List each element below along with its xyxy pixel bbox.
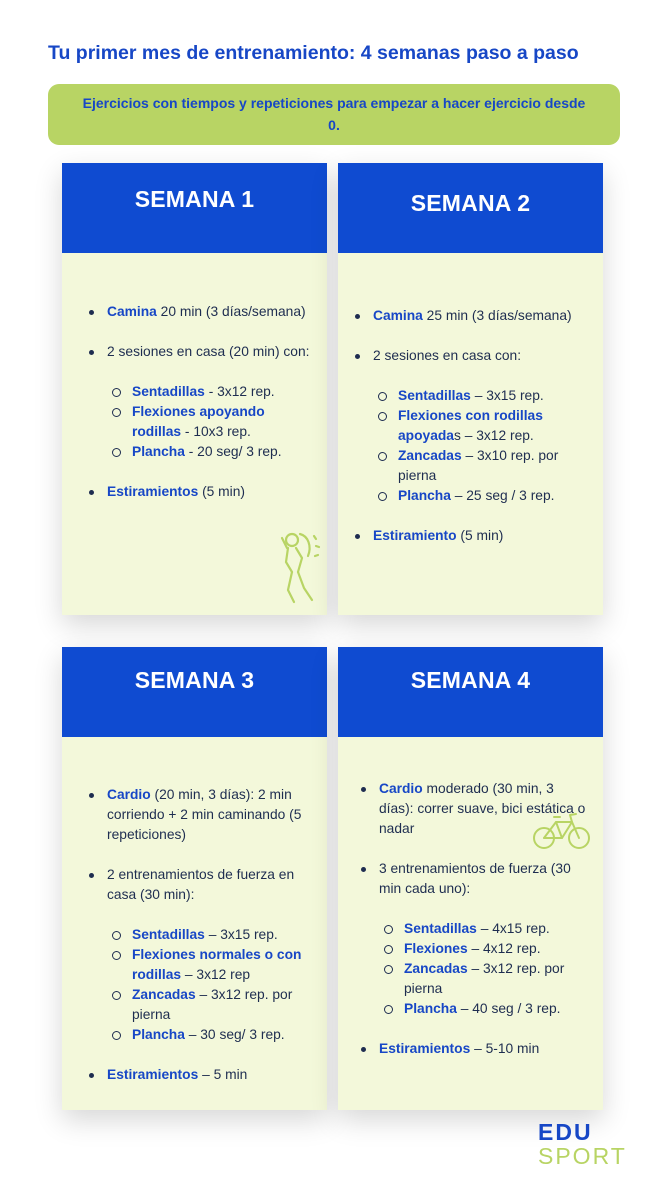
sub-list-item <box>373 406 589 446</box>
item-text: s – 3x12 rep. <box>453 428 534 443</box>
item-text: 25 min (3 días/semana) <box>422 308 572 323</box>
sub-list-item <box>107 402 313 442</box>
keyword: Flexiones normales o con rodillas <box>132 947 302 982</box>
keyword: Sentadillas <box>404 921 477 936</box>
sub-list-item <box>107 985 313 1025</box>
item-text: 2 sesiones en casa (20 min) con: <box>107 344 310 359</box>
week-card-body <box>62 253 327 502</box>
item-text: – 5-10 min <box>470 1041 540 1056</box>
item-text: 2 sesiones en casa con: <box>373 348 522 363</box>
item-text: – 3x10 rep. por pierna <box>398 448 559 483</box>
item-text: – 40 seg / 3 rep. <box>456 1001 561 1016</box>
logo-line-2: SPORT <box>538 1143 627 1169</box>
sub-list-item <box>373 446 589 486</box>
item-text: - 20 seg/ 3 rep. <box>184 444 282 459</box>
list-item <box>354 346 589 506</box>
list-item <box>88 785 313 845</box>
sub-list-item <box>379 959 589 999</box>
week-card-header <box>338 647 603 737</box>
keyword: Estiramientos <box>107 1067 199 1082</box>
week-title: SEMANA 1 <box>134 186 255 212</box>
sub-exercise-list <box>373 386 589 506</box>
item-text: – 3x12 rep <box>181 967 251 982</box>
item-text: – 3x12 rep. por pierna <box>404 961 565 996</box>
list-item <box>88 302 313 322</box>
keyword: Camina <box>373 308 423 323</box>
subtitle-text: Ejercicios con tiempos y repeticiones para empezar a hacer ejercicio desde 0. <box>82 94 586 133</box>
sub-list-item <box>107 945 313 985</box>
sub-exercise-list <box>107 925 313 1045</box>
list-item <box>360 859 589 1019</box>
list-item <box>360 1039 589 1059</box>
item-text: – 4x12 rep. <box>467 941 541 956</box>
sub-exercise-list <box>379 919 589 1019</box>
logo-line-1: EDU <box>538 1119 593 1145</box>
item-text: (20 min, 3 días): 2 min corriendo + 2 min caminando (5 repeticiones) <box>107 787 302 842</box>
keyword: Flexiones <box>404 941 468 956</box>
week-card-4 <box>338 647 603 1110</box>
keyword: Estiramiento <box>373 528 457 543</box>
item-text: – 3x15 rep. <box>470 388 544 403</box>
sub-list-item <box>107 382 313 402</box>
keyword: Estiramientos <box>379 1041 471 1056</box>
keyword: Plancha <box>132 444 185 459</box>
sub-list-item <box>373 386 589 406</box>
sub-list-item <box>107 925 313 945</box>
keyword: Sentadillas <box>132 927 205 942</box>
item-text: – 30 seg/ 3 rep. <box>184 1027 285 1042</box>
week-card-header <box>62 647 327 737</box>
exercise-list <box>88 785 313 1085</box>
item-text: – 3x15 rep. <box>204 927 278 942</box>
sub-list-item <box>107 1025 313 1045</box>
list-item <box>88 865 313 1045</box>
list-item <box>88 342 313 462</box>
exercise-list <box>354 306 589 546</box>
subtitle-banner <box>48 84 620 145</box>
item-text: – 25 seg / 3 rep. <box>450 488 555 503</box>
keyword: Cardio <box>107 787 151 802</box>
stretching-person-icon <box>278 528 322 606</box>
week-card-2 <box>338 163 603 615</box>
list-item <box>88 1065 313 1085</box>
keyword: Zancadas <box>132 987 196 1002</box>
week-card-body <box>62 737 327 1085</box>
week-title: SEMANA 4 <box>410 667 531 693</box>
item-text: - 3x12 rep. <box>204 384 275 399</box>
keyword: Flexiones con rodillas apoyada <box>398 408 543 443</box>
week-title: SEMANA 3 <box>134 667 255 693</box>
sub-list-item <box>379 919 589 939</box>
item-text: 3 entrenamientos de fuerza (30 min cada uno): <box>379 861 571 896</box>
keyword: Plancha <box>398 488 451 503</box>
week-card-body <box>338 253 603 546</box>
keyword: Sentadillas <box>398 388 471 403</box>
list-item <box>354 526 589 546</box>
keyword: Plancha <box>132 1027 185 1042</box>
sub-list-item <box>373 486 589 506</box>
item-text: 2 entrenamientos de fuerza en casa (30 min): <box>107 867 295 902</box>
page-title: Tu primer mes de entrenamiento: 4 semanas paso a paso <box>48 42 579 64</box>
week-card-body <box>338 737 603 1059</box>
keyword: Zancadas <box>404 961 468 976</box>
keyword: Camina <box>107 304 157 319</box>
item-text: - 10x3 rep. <box>181 424 251 439</box>
item-text: moderado (30 min, 3 días): correr suave, bici estática o nadar <box>379 781 586 836</box>
week-card-3 <box>62 647 327 1110</box>
sub-list-item <box>379 999 589 1019</box>
item-text: – 5 min <box>198 1067 248 1082</box>
item-text: (5 min) <box>456 528 504 543</box>
keyword: Cardio <box>379 781 423 796</box>
item-text: (5 min) <box>198 484 246 499</box>
list-item <box>88 482 313 502</box>
keyword: Flexiones apoyando rodillas <box>132 404 265 439</box>
item-text: 20 min (3 días/semana) <box>156 304 306 319</box>
exercise-list <box>88 302 313 502</box>
keyword: Sentadillas <box>132 384 205 399</box>
edusport-logo <box>538 1120 648 1168</box>
item-text: – 4x15 rep. <box>476 921 550 936</box>
week-card-header <box>62 163 327 253</box>
keyword: Plancha <box>404 1001 457 1016</box>
keyword: Estiramientos <box>107 484 199 499</box>
week-title: SEMANA 2 <box>410 190 531 216</box>
sub-list-item <box>107 442 313 462</box>
sub-exercise-list <box>107 382 313 462</box>
bicycle-icon <box>532 810 592 852</box>
week-card-header <box>338 163 603 253</box>
keyword: Zancadas <box>398 448 462 463</box>
list-item <box>354 306 589 326</box>
item-text: – 3x12 rep. por pierna <box>132 987 293 1022</box>
sub-list-item <box>379 939 589 959</box>
